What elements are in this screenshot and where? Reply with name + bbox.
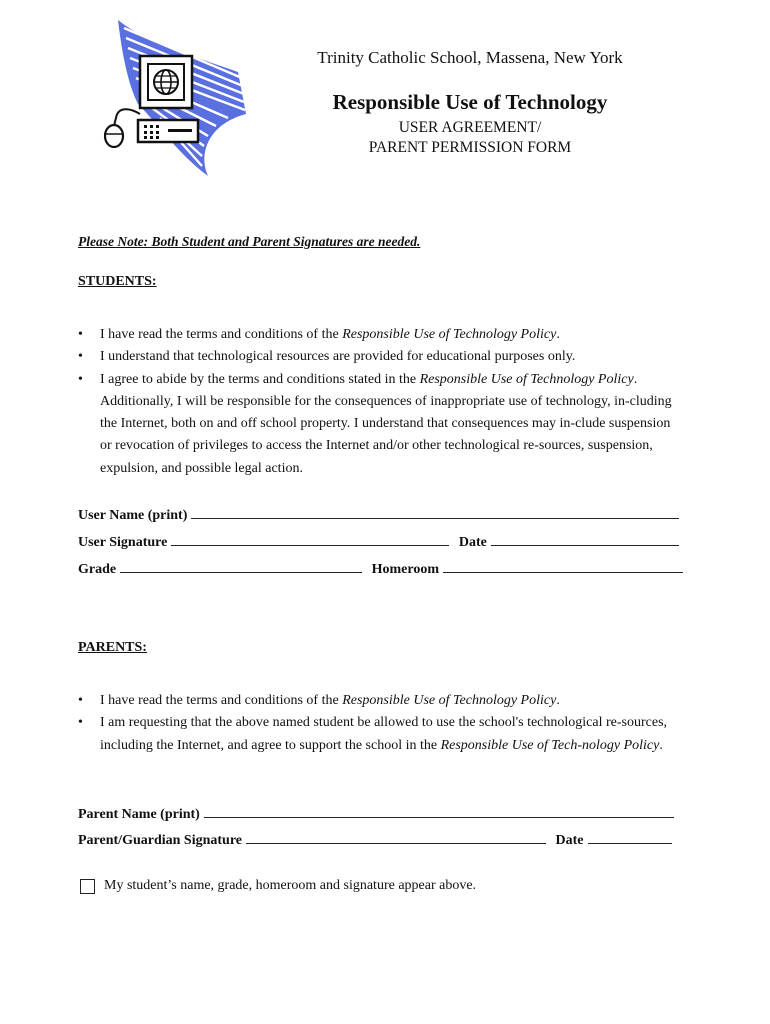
bullet-icon: •: [78, 327, 83, 342]
bullet-icon: •: [78, 371, 83, 387]
guardian-signature-input-line[interactable]: [246, 831, 546, 844]
bullet-text: I have read the terms and conditions of the: [100, 693, 343, 708]
confirmation-checkbox[interactable]: [80, 879, 95, 894]
subtitle-line-1: USER AGREEMENT/: [398, 119, 542, 136]
policy-name: Responsible Use of Technology Policy: [419, 371, 634, 387]
user-name-label: User Name (print): [78, 508, 188, 523]
user-name-input-line[interactable]: [191, 506, 679, 519]
homeroom-label: Homeroom: [371, 562, 439, 577]
list-item: [78, 690, 682, 712]
bullet-icon: •: [78, 693, 83, 708]
bullet-text-end: .: [556, 693, 560, 708]
grade-input-line[interactable]: [120, 560, 362, 573]
parent-date-input-line[interactable]: [588, 831, 672, 844]
parents-bullet-list: [78, 690, 682, 757]
students-heading: STUDENTS:: [78, 274, 157, 289]
guardian-signature-label: Parent/Guardian Signature: [78, 833, 243, 848]
signature-note: Please Note: Both Student and Parent Signatures are needed.: [78, 234, 421, 249]
bullet-icon: •: [78, 349, 83, 365]
bullet-text-end: . Additionally, I will be responsible for the consequences of inappropriate use of technology, in-cluding the Internet, both on and off school property. I understand that consequences may in-clude suspension or revocation of privileges to access the Internet and/or other technological re-sources, suspension, expulsion, and possible legal action.: [100, 371, 672, 476]
bullet-text: I am requesting that the above named student be allowed to use the school's technological re-sources, including the Internet, and agree to support the school in the: [100, 715, 668, 753]
user-date-input-line[interactable]: [491, 533, 679, 546]
computer-logo-icon: [88, 14, 248, 180]
subtitle-line-2: PARENT PERMISSION FORM: [368, 139, 572, 156]
students-bullet-list: [78, 324, 682, 480]
bullet-text: I agree to abide by the terms and conditions stated in the: [100, 371, 420, 387]
policy-name: Responsible Use of Technology Policy: [342, 693, 557, 708]
grade-homeroom-row: [78, 560, 689, 578]
homeroom-input-line[interactable]: [443, 560, 683, 573]
page-title: Responsible Use of Technology: [332, 90, 608, 114]
list-item: [78, 346, 682, 368]
parent-name-label: Parent Name (print): [78, 807, 200, 822]
parent-date-label: Date: [555, 833, 584, 848]
parents-heading: PARENTS:: [78, 640, 147, 655]
bullet-text-end: .: [659, 737, 663, 753]
policy-name: Responsible Use of Tech-nology Policy: [440, 737, 660, 753]
user-signature-row: [78, 533, 685, 551]
school-name: Trinity Catholic School, Massena, New York: [317, 48, 623, 67]
list-item: [78, 324, 682, 346]
policy-name: Responsible Use of Technology Policy: [342, 327, 557, 342]
parent-name-input-line[interactable]: [204, 805, 674, 818]
user-signature-label: User Signature: [78, 535, 168, 550]
confirmation-label: My student’s name, grade, homeroom and signature appear above.: [104, 878, 477, 893]
user-signature-input-line[interactable]: [171, 533, 449, 546]
list-item: [78, 712, 682, 757]
bullet-text: I understand that technological resources are provided for educational purposes only.: [100, 349, 576, 365]
list-item: [78, 369, 682, 480]
bullet-text: I have read the terms and conditions of the: [100, 327, 343, 342]
guardian-signature-row: [78, 831, 678, 849]
bullet-text-end: .: [556, 327, 560, 342]
bullet-icon: •: [78, 715, 83, 731]
grade-label: Grade: [78, 562, 117, 577]
user-name-row: [78, 506, 685, 524]
parent-name-row: [78, 805, 680, 823]
user-date-label: Date: [458, 535, 487, 550]
